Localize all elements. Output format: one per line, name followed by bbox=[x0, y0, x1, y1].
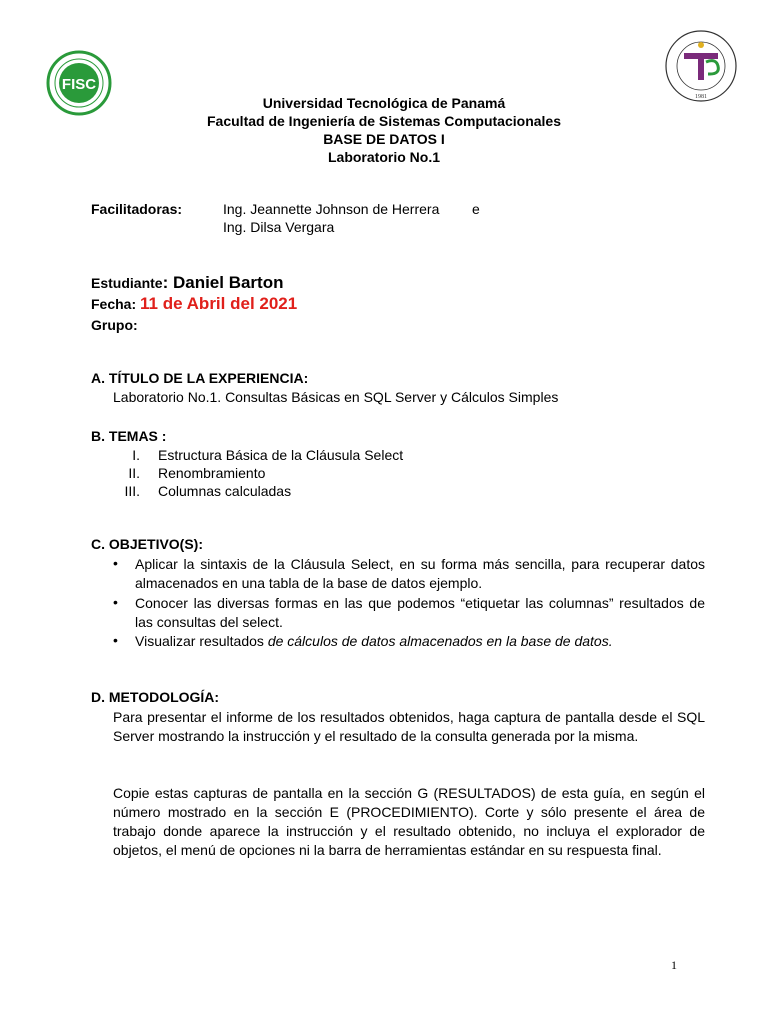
estudiante-label: Estudiante bbox=[91, 275, 163, 291]
header-university: Universidad Tecnológica de Panamá bbox=[262, 95, 506, 111]
topic-item: Renombramiento bbox=[158, 465, 266, 481]
topic-number: II. bbox=[128, 465, 140, 481]
section-a-heading: A. TÍTULO DE LA EXPERIENCIA: bbox=[91, 370, 309, 386]
topic-number: III. bbox=[124, 483, 140, 499]
bullet-marker: • bbox=[113, 594, 118, 610]
facilitadora-2: Ing. Dilsa Vergara bbox=[223, 219, 335, 235]
section-d-heading: D. METODOLOGÍA: bbox=[91, 689, 220, 705]
grupo-label: Grupo bbox=[91, 317, 133, 333]
fecha-label: Fecha bbox=[91, 296, 132, 312]
header-faculty: Facultad de Ingeniería de Sistemas Computacionales bbox=[207, 113, 561, 129]
utp-logo bbox=[660, 28, 742, 104]
fisc-logo-text: FISC bbox=[61, 76, 97, 93]
methodology-paragraph-1: Para presentar el informe de los resultados obtenidos, haga captura de pantalla desde el SQL Server mostrando la instrucción y el resultado de la consulta generada por la misma. bbox=[113, 709, 705, 744]
facilitadoras-conjunction: e bbox=[472, 201, 480, 217]
topic-item: Columnas calculadas bbox=[158, 483, 292, 499]
topic-number: I. bbox=[132, 447, 140, 463]
header-course: BASE DE DATOS I bbox=[323, 131, 445, 147]
objective-item-text: Visualizar resultados bbox=[135, 633, 268, 649]
facilitadora-1: Ing. Jeannette Johnson de Herrera bbox=[223, 201, 440, 217]
methodology-paragraph-2: Copie estas capturas de pantalla en la sección G (RESULTADOS) de esta guía, en según el número mostrado en la sección E (PROCEDIMIENTO). Corte y sólo presente el área de trabajo donde aparece la instrucción y el resultado obtenido, no incluya el explorador de objetos, el menú de opciones ni la barra de herramientas estándar en su respuesta final. bbox=[113, 785, 705, 858]
section-c-heading: C. OBJETIVO(S): bbox=[91, 536, 204, 552]
estudiante-line bbox=[91, 273, 283, 293]
estudiante-value: : Daniel Barton bbox=[162, 273, 284, 292]
utp-logo-year: 1981 bbox=[695, 94, 707, 100]
fecha-colon: : bbox=[131, 296, 137, 312]
bullet-marker: • bbox=[113, 555, 118, 571]
objective-item: Conocer las diversas formas en las que podemos “etiquetar las columnas” resultados de las consultas del select. bbox=[135, 595, 705, 630]
grupo-line bbox=[91, 317, 138, 333]
objective-item: Aplicar la sintaxis de la Cláusula Select, en su forma más sencilla, para recuperar datos almacenados en una tabla de la base de datos ejemplo. bbox=[135, 556, 705, 591]
facilitadoras-label: Facilitadoras: bbox=[91, 201, 183, 217]
fecha-value: 11 de Abril del 2021 bbox=[140, 294, 298, 313]
header-lab: Laboratorio No.1 bbox=[327, 149, 440, 165]
section-a-text: Laboratorio No.1. Consultas Básicas en SQL Server y Cálculos Simples bbox=[113, 389, 559, 405]
fecha-line bbox=[91, 294, 297, 314]
page-number: 1 bbox=[671, 958, 677, 972]
bullet-marker: • bbox=[113, 632, 118, 648]
section-b-heading: B. TEMAS : bbox=[91, 428, 167, 444]
topic-item: Estructura Básica de la Cláusula Select bbox=[158, 447, 404, 463]
grupo-colon: : bbox=[133, 317, 138, 333]
objective-item bbox=[135, 632, 705, 651]
objective-item-italic: de cálculos de datos almacenados en la base de datos. bbox=[267, 633, 613, 649]
